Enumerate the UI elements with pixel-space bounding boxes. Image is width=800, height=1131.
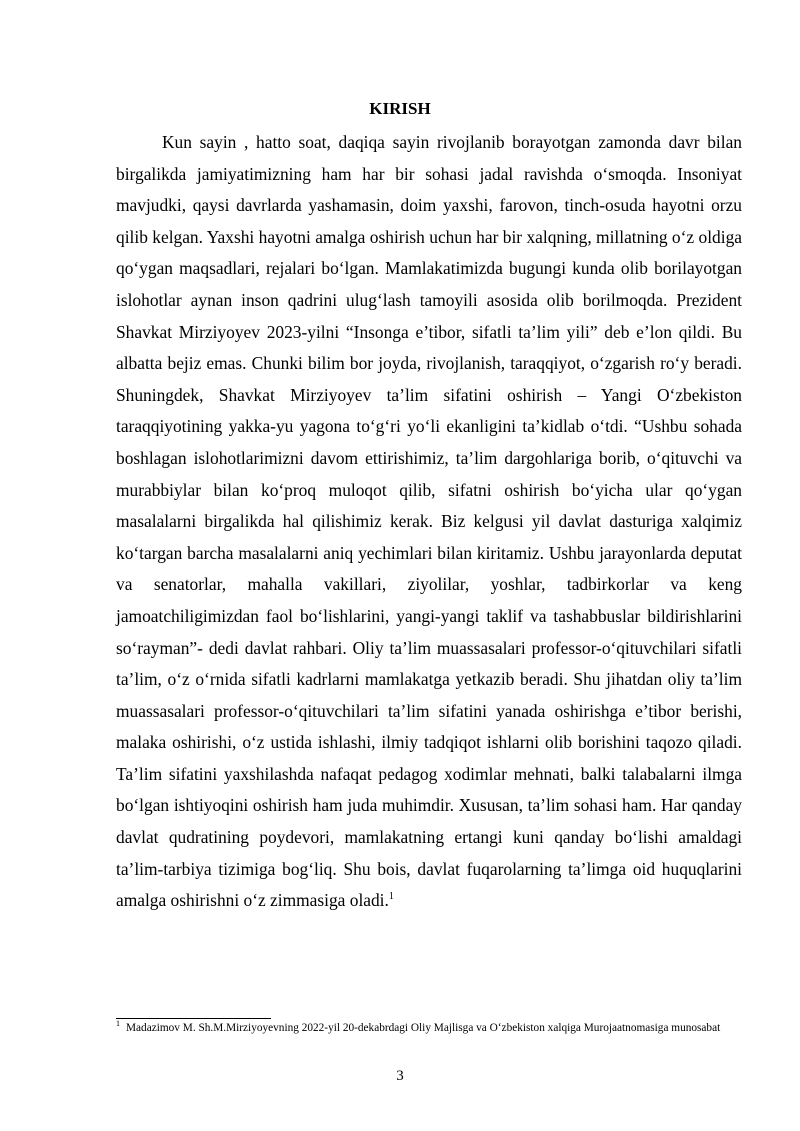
footnote-reference[interactable]: 1 [388,891,394,903]
footnote-number: 1 [116,1019,120,1029]
footnote-text: Madazimov M. Sh.M.Mirziyoyevning 2022-yil 20-dekabrdagi Oliy Majlisga va O‘zbekiston xalqiga Murojaatnomasiga munosabat [126,1022,721,1034]
body-paragraph-text: Kun sayin , hatto soat, daqiqa sayin rivojlanib borayotgan zamonda davr bilan birgalikda jamiyatimizning ham har bir sohasi jadal ravishda o‘smoqda. Insoniyat mavjudki, qaysi davrlarda yashamasin, doim yaxshi, farovon, tinch-osuda hayotni orzu qilib kelgan. Yaxshi hayotni amalga oshirish uchun har bir xalqning, millatning o‘z oldiga qo‘ygan maqsadlari, rejalari bo‘lgan. Mamlakatimizda bugungi kunda olib borilayotgan islohotlar aynan inson qadrini ulug‘lash tamoyili asosida olib borilmoqda. Prezident Shavkat Mirziyoyev 2023-yilni “Insonga e’tibor, sifatli ta’lim yili” deb e’lon qildi. Bu albatta bejiz emas. Chunki bilim bor joyda, rivojlanish, taraqqiyot, o‘zgarish ro‘y beradi. Shuningdek, Shavkat Mirziyoyev ta’lim sifatini oshirish – Yangi O‘zbekiston taraqqiyotining yakka-yu yagona to‘g‘ri yo‘li ekanligini ta’kidlab o‘tdi. “Ushbu sohada boshlagan islohotlarimizni davom ettirishimiz, ta’lim dargohlariga borib, o‘qituvchi va murabbiylar bilan ko‘proq muloqot qilib, sifatni oshirish bo‘yicha ular qo‘ygan masalalarni birgalikda hal qilishimiz kerak. Biz kelgusi yil davlat dasturiga xalqimiz ko‘targan barcha masalalarni aniq yechimlari bilan kiritamiz. Ushbu jarayonlarda deputat va senatorlar, mahalla vakillari, ziyolilar, yoshlar, tadbirkorlar va keng jamoatchiligimizdan faol bo‘lishlarini, yangi-yangi taklif va tashabbuslar bildirishlarini so‘rayman”- dedi davlat rahbari. Oliy ta’lim muassasalari professor-o‘qituvchilari sifatli ta’lim, o‘z o‘rnida sifatli kadrlarni mamlakatga yetkazib beradi. Shu jihatdan oliy ta’lim muassasalari professor-o‘qituvchilari ta’lim sifatini yanada oshirishga e’tibor berishi, malaka oshirishi, o‘z ustida ishlashi, ilmiy tadqiqot ishlarni olib borishini taqozo qiladi. Ta’lim sifatini yaxshilashda nafaqat pedagog xodimlar mehnati, balki talabalarni ilmga bo‘lgan ishtiyoqini oshirish ham juda muhimdir. Xususan, ta’lim sohasi ham. Har qanday davlat qudratining poydevori, mamlakatning ertangi kuni qanday bo‘lishi amaldagi ta’lim-tarbiya tizimiga bog‘liq. Shu bois, davlat fuqarolarning ta’limga oid huquqlarini amalga oshirishni o‘z zimmasiga oladi. [116,132,742,911]
section-heading: KIRISH [369,99,431,118]
footnote-separator [116,1018,271,1019]
page-number: 3 [396,1068,404,1084]
footnote [116,1021,726,1036]
body-paragraph [116,127,742,917]
